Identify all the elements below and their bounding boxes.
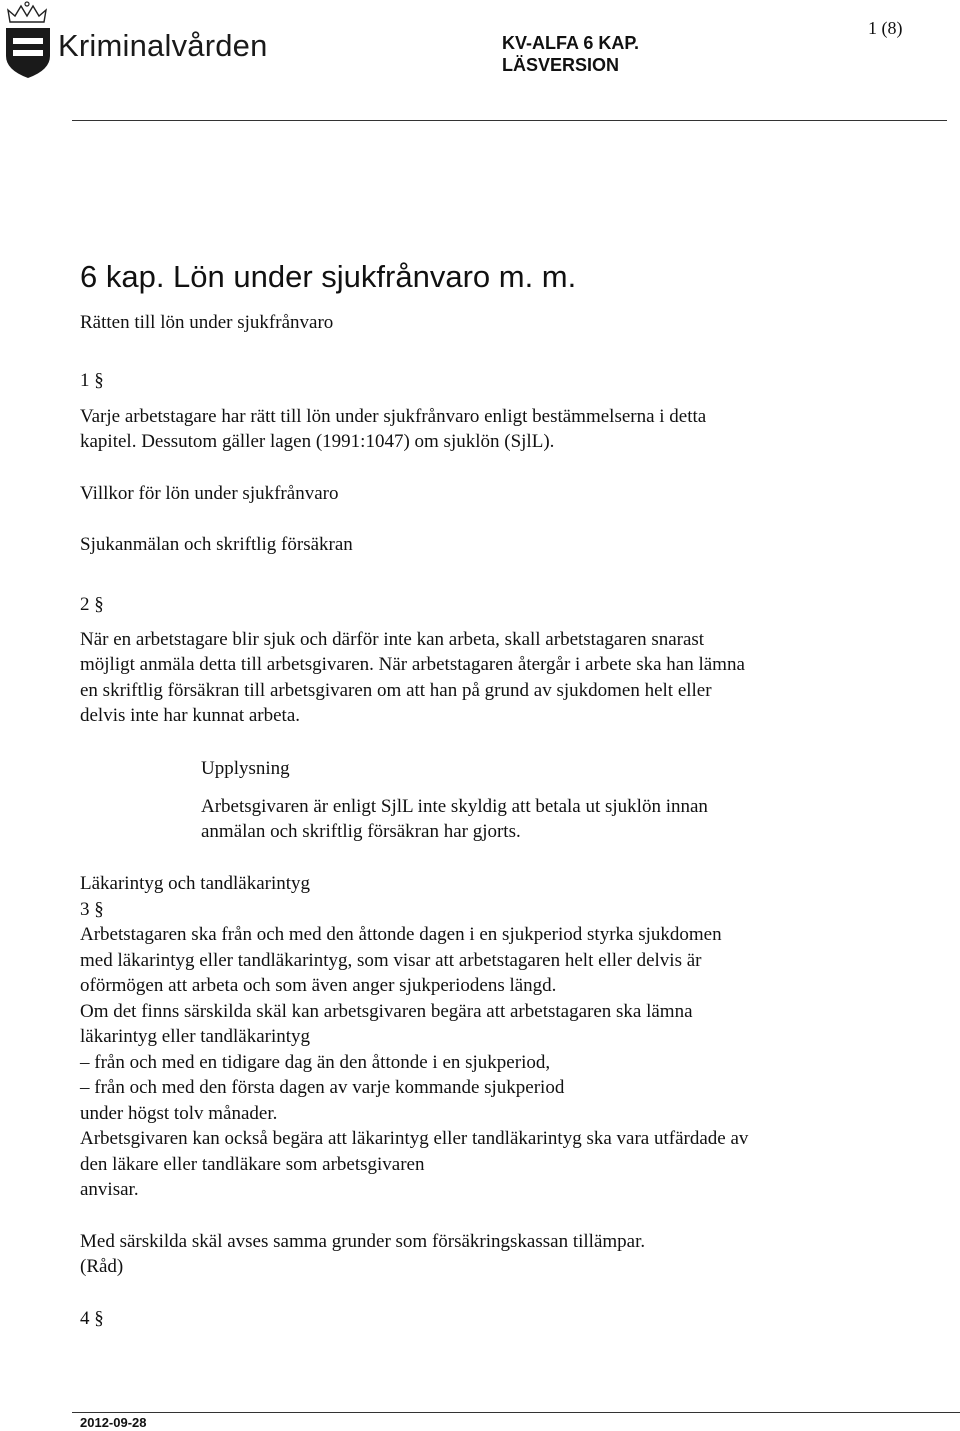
header-divider: [72, 120, 947, 121]
section2-line: en skriftlig försäkran till arbetsgivaren om att han på grund av sjukdomen helt eller: [80, 680, 712, 701]
section3-list-item: – från och med den första dagen av varje kommande sjukperiod: [80, 1077, 565, 1098]
section4-paragraph-mark: 4 §: [80, 1308, 104, 1329]
section1-line: kapitel. Dessutom gäller lagen (1991:1047) om sjuklön (SjlL).: [80, 431, 555, 452]
section2-paragraph-mark: 2 §: [80, 594, 104, 615]
crown-emblem-icon: [0, 0, 56, 80]
note-heading: Upplysning: [201, 758, 290, 779]
section3-line: Om det finns särskilda skäl kan arbetsgivaren begära att arbetstagaren ska lämna: [80, 1001, 693, 1022]
logo-text: Kriminalvården: [58, 28, 268, 63]
section2-line: delvis inte har kunnat arbeta.: [80, 705, 301, 726]
note-line: anmälan och skriftlig försäkran har gjorts.: [201, 821, 521, 842]
section3-line: den läkare eller tandläkare som arbetsgivaren: [80, 1154, 425, 1175]
section3-line: anvisar.: [80, 1179, 139, 1200]
section3-line: Arbetstagaren ska från och med den åttonde dagen i en sjukperiod styrka sjukdomen: [80, 924, 722, 945]
section3-paragraph-mark: 3 §: [80, 899, 104, 920]
note-line: Arbetsgivaren är enligt SjlL inte skyldig att betala ut sjuklön innan: [201, 796, 708, 817]
section2-heading: Villkor för lön under sjukfrånvaro: [80, 483, 339, 504]
footer-date: 2012-09-28: [80, 1415, 147, 1430]
page-number: 1 (8): [868, 18, 903, 38]
section3-line: oförmögen att arbeta och som även anger sjukperiodens längd.: [80, 975, 557, 996]
section3-list-item: – från och med en tidigare dag än den åttonde i en sjukperiod,: [80, 1052, 551, 1073]
advice-label: (Råd): [80, 1256, 124, 1277]
document-code: [502, 32, 639, 76]
section3-line: läkarintyg eller tandläkarintyg: [80, 1026, 311, 1047]
footer-divider: [72, 1412, 960, 1413]
section3-line: Arbetsgivaren kan också begära att läkarintyg eller tandläkarintyg ska vara utfärdade av: [80, 1128, 749, 1149]
section3-final-line: Med särskilda skäl avses samma grunder som försäkringskassan tillämpar.: [80, 1231, 646, 1252]
document-code-line1: KV-ALFA 6 KAP.: [502, 33, 640, 53]
section1-heading: Rätten till lön under sjukfrånvaro: [80, 312, 334, 333]
section2-line: När en arbetstagare blir sjuk och därför inte kan arbeta, skall arbetstagaren snarast: [80, 629, 705, 650]
section3-heading: Läkarintyg och tandläkarintyg: [80, 873, 311, 894]
document-code-line2: LÄSVERSION: [502, 55, 620, 75]
section2-line: möjligt anmäla detta till arbetsgivaren. När arbetstagaren återgår i arbete ska han lämna: [80, 654, 745, 675]
section2-subheading: Sjukanmälan och skriftlig försäkran: [80, 534, 353, 555]
section3-line: under högst tolv månader.: [80, 1103, 278, 1124]
section3-line: med läkarintyg eller tandläkarintyg, som visar att arbetstagaren helt eller delvis är: [80, 950, 702, 971]
section1-paragraph-mark: 1 §: [80, 370, 104, 391]
section1-line: Varje arbetstagare har rätt till lön under sjukfrånvaro enligt bestämmelserna i detta: [80, 406, 707, 427]
chapter-title: 6 kap. Lön under sjukfrånvaro m. m.: [80, 259, 577, 294]
